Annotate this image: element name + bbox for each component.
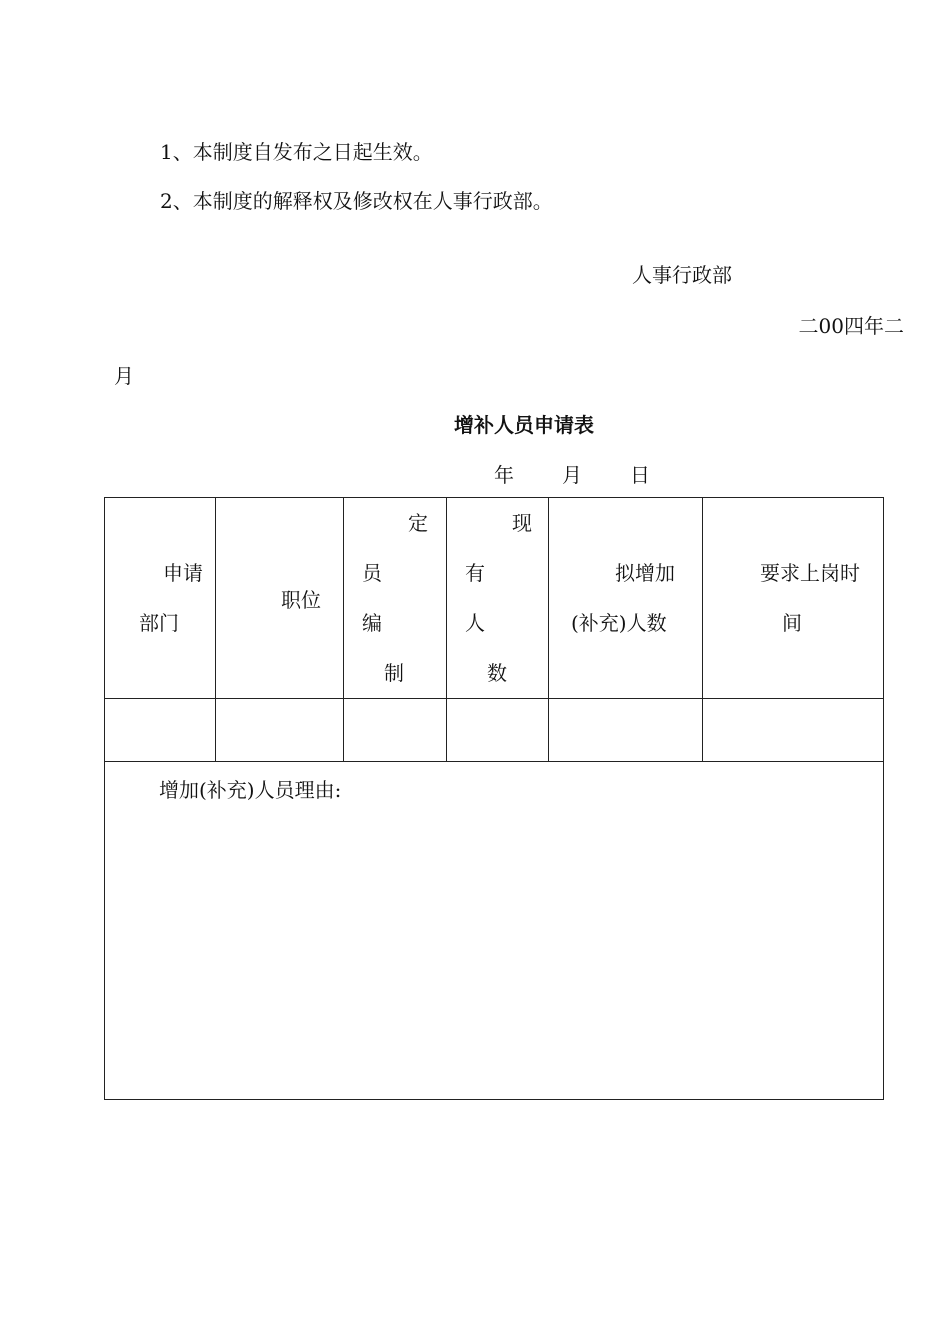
input-cell-start-time[interactable]: [703, 699, 884, 762]
header-planned-additions: [549, 498, 703, 699]
input-cell-position[interactable]: [216, 699, 344, 762]
reason-label: 增加(补充)人员理由:: [159, 778, 342, 802]
table-header-row: [105, 498, 884, 699]
application-form-table: [104, 497, 884, 1100]
header-text: 有: [465, 561, 485, 585]
reason-cell[interactable]: [105, 762, 884, 1100]
header-current-headcount: [447, 498, 549, 699]
header-text: 申请: [163, 561, 203, 585]
table-row: [105, 699, 884, 762]
form-title: 增补人员申请表: [454, 413, 594, 437]
signature-date-line2: 月: [114, 364, 134, 388]
clause-interpretation-right: 2、本制度的解释权及修改权在人事行政部。: [160, 189, 553, 213]
input-cell-current[interactable]: [447, 699, 549, 762]
header-text: 要求上岗时: [760, 561, 860, 585]
form-date-month: 月: [562, 463, 582, 487]
signature-date-line1: 二00四年二: [798, 314, 904, 338]
header-text: 部门: [139, 611, 179, 635]
clause-effective-date: 1、本制度自发布之日起生效。: [160, 140, 433, 164]
header-text: 人: [465, 611, 485, 635]
reason-row: [105, 762, 884, 1100]
signature-department: 人事行政部: [632, 263, 732, 287]
input-cell-quota[interactable]: [344, 699, 447, 762]
form-date-day: 日: [630, 463, 650, 487]
header-text: 拟增加: [615, 561, 675, 585]
header-applying-dept: [105, 498, 216, 699]
header-text: 编: [362, 611, 382, 635]
header-text: 数: [487, 661, 507, 685]
input-cell-dept[interactable]: [105, 699, 216, 762]
header-text: 制: [384, 661, 404, 685]
header-staff-quota: [344, 498, 447, 699]
header-text: 定: [408, 511, 428, 535]
header-position: 职位: [216, 498, 344, 699]
header-text: (补充)人数: [571, 611, 667, 635]
input-cell-planned[interactable]: [549, 699, 703, 762]
header-required-start-time: [703, 498, 884, 699]
form-date-line: [494, 463, 650, 487]
form-date-year: 年: [494, 463, 514, 487]
header-text: 现: [512, 511, 532, 535]
header-text: 员: [362, 561, 382, 585]
header-text: 间: [782, 611, 802, 635]
